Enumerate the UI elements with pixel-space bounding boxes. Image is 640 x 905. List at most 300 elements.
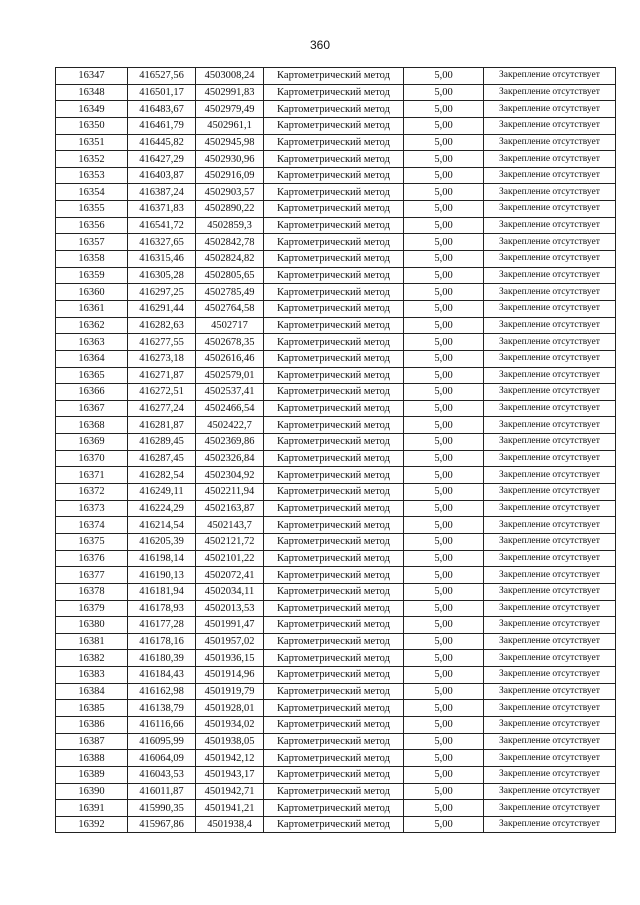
accuracy-cell: 5,00 [404, 716, 484, 733]
fixation-status-cell: Закрепление отсутствует [484, 716, 616, 733]
accuracy-cell: 5,00 [404, 450, 484, 467]
table-row [56, 134, 616, 151]
accuracy-cell: 5,00 [404, 766, 484, 783]
fixation-status-cell: Закрепление отсутствует [484, 567, 616, 584]
y-coordinate-cell: 4501938,05 [196, 733, 264, 750]
method-cell: Картометрический метод [264, 633, 404, 650]
accuracy-cell: 5,00 [404, 500, 484, 517]
point-number-cell: 16356 [56, 217, 128, 234]
y-coordinate-cell: 4502903,57 [196, 184, 264, 201]
y-coordinate-cell: 4501919,79 [196, 683, 264, 700]
accuracy-cell: 5,00 [404, 633, 484, 650]
x-coordinate-cell: 416198,14 [128, 550, 196, 567]
point-number-cell: 16375 [56, 533, 128, 550]
y-coordinate-cell: 4501943,17 [196, 766, 264, 783]
point-number-cell: 16373 [56, 500, 128, 517]
table-row [56, 317, 616, 334]
x-coordinate-cell: 416178,16 [128, 633, 196, 650]
y-coordinate-cell: 4502163,87 [196, 500, 264, 517]
method-cell: Картометрический метод [264, 700, 404, 717]
accuracy-cell: 5,00 [404, 267, 484, 284]
y-coordinate-cell: 4501938,4 [196, 816, 264, 833]
fixation-status-cell: Закрепление отсутствует [484, 700, 616, 717]
point-number-cell: 16358 [56, 251, 128, 268]
y-coordinate-cell: 4502930,96 [196, 151, 264, 168]
table-row [56, 84, 616, 101]
fixation-status-cell: Закрепление отсутствует [484, 583, 616, 600]
x-coordinate-cell: 416116,66 [128, 716, 196, 733]
y-coordinate-cell: 4501936,15 [196, 650, 264, 667]
x-coordinate-cell: 416541,72 [128, 217, 196, 234]
x-coordinate-cell: 416272,51 [128, 384, 196, 401]
accuracy-cell: 5,00 [404, 251, 484, 268]
x-coordinate-cell: 416162,98 [128, 683, 196, 700]
method-cell: Картометрический метод [264, 750, 404, 767]
x-coordinate-cell: 416043,53 [128, 766, 196, 783]
method-cell: Картометрический метод [264, 484, 404, 501]
point-number-cell: 16359 [56, 267, 128, 284]
fixation-status-cell: Закрепление отсутствует [484, 733, 616, 750]
point-number-cell: 16391 [56, 800, 128, 817]
x-coordinate-cell: 416205,39 [128, 533, 196, 550]
y-coordinate-cell: 4502034,11 [196, 583, 264, 600]
method-cell: Картометрический метод [264, 267, 404, 284]
method-cell: Картометрический метод [264, 600, 404, 617]
method-cell: Картометрический метод [264, 567, 404, 584]
y-coordinate-cell: 4502961,1 [196, 117, 264, 134]
method-cell: Картометрический метод [264, 350, 404, 367]
accuracy-cell: 5,00 [404, 650, 484, 667]
accuracy-cell: 5,00 [404, 750, 484, 767]
y-coordinate-cell: 4502072,41 [196, 567, 264, 584]
accuracy-cell: 5,00 [404, 517, 484, 534]
x-coordinate-cell: 416178,93 [128, 600, 196, 617]
method-cell: Картометрический метод [264, 284, 404, 301]
point-number-cell: 16381 [56, 633, 128, 650]
x-coordinate-cell: 415990,35 [128, 800, 196, 817]
table-row [56, 617, 616, 634]
y-coordinate-cell: 4502326,84 [196, 450, 264, 467]
y-coordinate-cell: 4502369,86 [196, 434, 264, 451]
y-coordinate-cell: 4502717 [196, 317, 264, 334]
accuracy-cell: 5,00 [404, 700, 484, 717]
method-cell: Картометрический метод [264, 167, 404, 184]
point-number-cell: 16361 [56, 300, 128, 317]
table-row [56, 633, 616, 650]
table-row [56, 350, 616, 367]
fixation-status-cell: Закрепление отсутствует [484, 367, 616, 384]
table-row [56, 484, 616, 501]
x-coordinate-cell: 416138,79 [128, 700, 196, 717]
fixation-status-cell: Закрепление отсутствует [484, 251, 616, 268]
x-coordinate-cell: 416315,46 [128, 251, 196, 268]
x-coordinate-cell: 416184,43 [128, 667, 196, 684]
method-cell: Картометрический метод [264, 533, 404, 550]
point-number-cell: 16378 [56, 583, 128, 600]
x-coordinate-cell: 416445,82 [128, 134, 196, 151]
table-row [56, 816, 616, 833]
y-coordinate-cell: 4502945,98 [196, 134, 264, 151]
method-cell: Картометрический метод [264, 467, 404, 484]
y-coordinate-cell: 4501934,02 [196, 716, 264, 733]
x-coordinate-cell: 416282,63 [128, 317, 196, 334]
fixation-status-cell: Закрепление отсутствует [484, 334, 616, 351]
table-row [56, 400, 616, 417]
point-number-cell: 16388 [56, 750, 128, 767]
point-number-cell: 16357 [56, 234, 128, 251]
fixation-status-cell: Закрепление отсутствует [484, 467, 616, 484]
accuracy-cell: 5,00 [404, 217, 484, 234]
fixation-status-cell: Закрепление отсутствует [484, 750, 616, 767]
point-number-cell: 16372 [56, 484, 128, 501]
method-cell: Картометрический метод [264, 184, 404, 201]
method-cell: Картометрический метод [264, 450, 404, 467]
method-cell: Картометрический метод [264, 716, 404, 733]
point-number-cell: 16387 [56, 733, 128, 750]
fixation-status-cell: Закрепление отсутствует [484, 217, 616, 234]
table-row [56, 267, 616, 284]
table-row [56, 151, 616, 168]
x-coordinate-cell: 416011,87 [128, 783, 196, 800]
method-cell: Картометрический метод [264, 101, 404, 118]
fixation-status-cell: Закрепление отсутствует [484, 151, 616, 168]
table-row [56, 683, 616, 700]
y-coordinate-cell: 4502805,65 [196, 267, 264, 284]
x-coordinate-cell: 415967,86 [128, 816, 196, 833]
y-coordinate-cell: 4502890,22 [196, 201, 264, 218]
accuracy-cell: 5,00 [404, 600, 484, 617]
x-coordinate-cell: 416064,09 [128, 750, 196, 767]
x-coordinate-cell: 416297,25 [128, 284, 196, 301]
method-cell: Картометрический метод [264, 251, 404, 268]
y-coordinate-cell: 4502101,22 [196, 550, 264, 567]
x-coordinate-cell: 416180,39 [128, 650, 196, 667]
x-coordinate-cell: 416281,87 [128, 417, 196, 434]
table-row [56, 167, 616, 184]
table-row [56, 550, 616, 567]
point-number-cell: 16354 [56, 184, 128, 201]
fixation-status-cell: Закрепление отсутствует [484, 101, 616, 118]
table-row [56, 667, 616, 684]
y-coordinate-cell: 4502824,82 [196, 251, 264, 268]
point-number-cell: 16362 [56, 317, 128, 334]
fixation-status-cell: Закрепление отсутствует [484, 550, 616, 567]
point-number-cell: 16364 [56, 350, 128, 367]
method-cell: Картометрический метод [264, 400, 404, 417]
x-coordinate-cell: 416305,28 [128, 267, 196, 284]
x-coordinate-cell: 416273,18 [128, 350, 196, 367]
accuracy-cell: 5,00 [404, 201, 484, 218]
accuracy-cell: 5,00 [404, 816, 484, 833]
fixation-status-cell: Закрепление отсутствует [484, 234, 616, 251]
table-row [56, 467, 616, 484]
fixation-status-cell: Закрепление отсутствует [484, 683, 616, 700]
x-coordinate-cell: 416327,65 [128, 234, 196, 251]
method-cell: Картометрический метод [264, 334, 404, 351]
x-coordinate-cell: 416249,11 [128, 484, 196, 501]
fixation-status-cell: Закрепление отсутствует [484, 500, 616, 517]
table-row [56, 783, 616, 800]
accuracy-cell: 5,00 [404, 733, 484, 750]
fixation-status-cell: Закрепление отсутствует [484, 284, 616, 301]
fixation-status-cell: Закрепление отсутствует [484, 84, 616, 101]
accuracy-cell: 5,00 [404, 484, 484, 501]
accuracy-cell: 5,00 [404, 567, 484, 584]
method-cell: Картометрический метод [264, 384, 404, 401]
point-number-cell: 16363 [56, 334, 128, 351]
y-coordinate-cell: 4502211,94 [196, 484, 264, 501]
point-number-cell: 16392 [56, 816, 128, 833]
point-number-cell: 16353 [56, 167, 128, 184]
method-cell: Картометрический метод [264, 68, 404, 85]
accuracy-cell: 5,00 [404, 617, 484, 634]
method-cell: Картометрический метод [264, 733, 404, 750]
x-coordinate-cell: 416224,29 [128, 500, 196, 517]
fixation-status-cell: Закрепление отсутствует [484, 783, 616, 800]
x-coordinate-cell: 416095,99 [128, 733, 196, 750]
accuracy-cell: 5,00 [404, 583, 484, 600]
point-number-cell: 16370 [56, 450, 128, 467]
fixation-status-cell: Закрепление отсутствует [484, 400, 616, 417]
method-cell: Картометрический метод [264, 583, 404, 600]
x-coordinate-cell: 416461,79 [128, 117, 196, 134]
fixation-status-cell: Закрепление отсутствует [484, 417, 616, 434]
fixation-status-cell: Закрепление отсутствует [484, 600, 616, 617]
method-cell: Картометрический метод [264, 317, 404, 334]
accuracy-cell: 5,00 [404, 284, 484, 301]
method-cell: Картометрический метод [264, 134, 404, 151]
point-number-cell: 16374 [56, 517, 128, 534]
y-coordinate-cell: 4502979,49 [196, 101, 264, 118]
fixation-status-cell: Закрепление отсутствует [484, 450, 616, 467]
point-number-cell: 16385 [56, 700, 128, 717]
x-coordinate-cell: 416271,87 [128, 367, 196, 384]
fixation-status-cell: Закрепление отсутствует [484, 134, 616, 151]
accuracy-cell: 5,00 [404, 683, 484, 700]
accuracy-cell: 5,00 [404, 434, 484, 451]
accuracy-cell: 5,00 [404, 151, 484, 168]
accuracy-cell: 5,00 [404, 400, 484, 417]
method-cell: Картометрический метод [264, 234, 404, 251]
table-row [56, 334, 616, 351]
method-cell: Картометрический метод [264, 617, 404, 634]
table-row [56, 434, 616, 451]
coordinates-table-body [56, 68, 616, 833]
point-number-cell: 16365 [56, 367, 128, 384]
accuracy-cell: 5,00 [404, 783, 484, 800]
fixation-status-cell: Закрепление отсутствует [484, 533, 616, 550]
fixation-status-cell: Закрепление отсутствует [484, 434, 616, 451]
fixation-status-cell: Закрепление отсутствует [484, 650, 616, 667]
method-cell: Картометрический метод [264, 783, 404, 800]
method-cell: Картометрический метод [264, 667, 404, 684]
fixation-status-cell: Закрепление отсутствует [484, 384, 616, 401]
table-row [56, 201, 616, 218]
accuracy-cell: 5,00 [404, 550, 484, 567]
fixation-status-cell: Закрепление отсутствует [484, 267, 616, 284]
table-row [56, 68, 616, 85]
x-coordinate-cell: 416427,29 [128, 151, 196, 168]
accuracy-cell: 5,00 [404, 234, 484, 251]
accuracy-cell: 5,00 [404, 367, 484, 384]
table-row [56, 251, 616, 268]
fixation-status-cell: Закрепление отсутствует [484, 167, 616, 184]
x-coordinate-cell: 416291,44 [128, 300, 196, 317]
y-coordinate-cell: 4501942,71 [196, 783, 264, 800]
point-number-cell: 16371 [56, 467, 128, 484]
point-number-cell: 16352 [56, 151, 128, 168]
point-number-cell: 16383 [56, 667, 128, 684]
fixation-status-cell: Закрепление отсутствует [484, 184, 616, 201]
table-row [56, 117, 616, 134]
accuracy-cell: 5,00 [404, 184, 484, 201]
page-number: 360 [309, 38, 331, 52]
y-coordinate-cell: 4502143,7 [196, 517, 264, 534]
accuracy-cell: 5,00 [404, 300, 484, 317]
x-coordinate-cell: 416527,56 [128, 68, 196, 85]
fixation-status-cell: Закрепление отсутствует [484, 517, 616, 534]
accuracy-cell: 5,00 [404, 667, 484, 684]
accuracy-cell: 5,00 [404, 350, 484, 367]
fixation-status-cell: Закрепление отсутствует [484, 350, 616, 367]
table-row [56, 300, 616, 317]
point-number-cell: 16368 [56, 417, 128, 434]
method-cell: Картометрический метод [264, 300, 404, 317]
y-coordinate-cell: 4502859,3 [196, 217, 264, 234]
table-row [56, 384, 616, 401]
point-number-cell: 16351 [56, 134, 128, 151]
accuracy-cell: 5,00 [404, 533, 484, 550]
coordinates-table [55, 67, 616, 833]
method-cell: Картометрический метод [264, 650, 404, 667]
table-row [56, 750, 616, 767]
x-coordinate-cell: 416287,45 [128, 450, 196, 467]
y-coordinate-cell: 4501957,02 [196, 633, 264, 650]
table-row [56, 650, 616, 667]
y-coordinate-cell: 4501941,21 [196, 800, 264, 817]
fixation-status-cell: Закрепление отсутствует [484, 117, 616, 134]
point-number-cell: 16377 [56, 567, 128, 584]
table-row [56, 800, 616, 817]
y-coordinate-cell: 4502422,7 [196, 417, 264, 434]
y-coordinate-cell: 4502842,78 [196, 234, 264, 251]
method-cell: Картометрический метод [264, 500, 404, 517]
point-number-cell: 16347 [56, 68, 128, 85]
point-number-cell: 16366 [56, 384, 128, 401]
method-cell: Картометрический метод [264, 800, 404, 817]
y-coordinate-cell: 4501991,47 [196, 617, 264, 634]
method-cell: Картометрический метод [264, 683, 404, 700]
x-coordinate-cell: 416289,45 [128, 434, 196, 451]
method-cell: Картометрический метод [264, 816, 404, 833]
fixation-status-cell: Закрепление отсутствует [484, 484, 616, 501]
accuracy-cell: 5,00 [404, 134, 484, 151]
method-cell: Картометрический метод [264, 766, 404, 783]
fixation-status-cell: Закрепление отсутствует [484, 317, 616, 334]
table-row [56, 417, 616, 434]
y-coordinate-cell: 4502304,92 [196, 467, 264, 484]
table-row [56, 716, 616, 733]
table-row [56, 533, 616, 550]
point-number-cell: 16349 [56, 101, 128, 118]
y-coordinate-cell: 4502121,72 [196, 533, 264, 550]
point-number-cell: 16389 [56, 766, 128, 783]
fixation-status-cell: Закрепление отсутствует [484, 667, 616, 684]
x-coordinate-cell: 416181,94 [128, 583, 196, 600]
y-coordinate-cell: 4502579,01 [196, 367, 264, 384]
table-row [56, 600, 616, 617]
table-row [56, 234, 616, 251]
x-coordinate-cell: 416483,67 [128, 101, 196, 118]
y-coordinate-cell: 4502537,41 [196, 384, 264, 401]
fixation-status-cell: Закрепление отсутствует [484, 633, 616, 650]
y-coordinate-cell: 4502678,35 [196, 334, 264, 351]
accuracy-cell: 5,00 [404, 101, 484, 118]
point-number-cell: 16382 [56, 650, 128, 667]
x-coordinate-cell: 416501,17 [128, 84, 196, 101]
table-row [56, 500, 616, 517]
accuracy-cell: 5,00 [404, 467, 484, 484]
x-coordinate-cell: 416282,54 [128, 467, 196, 484]
point-number-cell: 16390 [56, 783, 128, 800]
y-coordinate-cell: 4501942,12 [196, 750, 264, 767]
method-cell: Картометрический метод [264, 84, 404, 101]
method-cell: Картометрический метод [264, 151, 404, 168]
table-row [56, 583, 616, 600]
table-row [56, 217, 616, 234]
y-coordinate-cell: 4502764,58 [196, 300, 264, 317]
accuracy-cell: 5,00 [404, 334, 484, 351]
table-row [56, 284, 616, 301]
fixation-status-cell: Закрепление отсутствует [484, 816, 616, 833]
table-row [56, 567, 616, 584]
x-coordinate-cell: 416387,24 [128, 184, 196, 201]
accuracy-cell: 5,00 [404, 84, 484, 101]
x-coordinate-cell: 416277,55 [128, 334, 196, 351]
point-number-cell: 16386 [56, 716, 128, 733]
point-number-cell: 16350 [56, 117, 128, 134]
y-coordinate-cell: 4501928,01 [196, 700, 264, 717]
method-cell: Картометрический метод [264, 367, 404, 384]
table-row [56, 184, 616, 201]
fixation-status-cell: Закрепление отсутствует [484, 68, 616, 85]
fixation-status-cell: Закрепление отсутствует [484, 800, 616, 817]
x-coordinate-cell: 416403,87 [128, 167, 196, 184]
method-cell: Картометрический метод [264, 550, 404, 567]
point-number-cell: 16355 [56, 201, 128, 218]
accuracy-cell: 5,00 [404, 317, 484, 334]
y-coordinate-cell: 4502013,53 [196, 600, 264, 617]
y-coordinate-cell: 4503008,24 [196, 68, 264, 85]
accuracy-cell: 5,00 [404, 68, 484, 85]
method-cell: Картометрический метод [264, 417, 404, 434]
table-row [56, 101, 616, 118]
point-number-cell: 16369 [56, 434, 128, 451]
fixation-status-cell: Закрепление отсутствует [484, 300, 616, 317]
y-coordinate-cell: 4502616,46 [196, 350, 264, 367]
table-row [56, 700, 616, 717]
fixation-status-cell: Закрепление отсутствует [484, 617, 616, 634]
x-coordinate-cell: 416177,28 [128, 617, 196, 634]
point-number-cell: 16360 [56, 284, 128, 301]
table-row [56, 450, 616, 467]
point-number-cell: 16379 [56, 600, 128, 617]
method-cell: Картометрический метод [264, 434, 404, 451]
fixation-status-cell: Закрепление отсутствует [484, 766, 616, 783]
point-number-cell: 16376 [56, 550, 128, 567]
x-coordinate-cell: 416190,13 [128, 567, 196, 584]
point-number-cell: 16348 [56, 84, 128, 101]
